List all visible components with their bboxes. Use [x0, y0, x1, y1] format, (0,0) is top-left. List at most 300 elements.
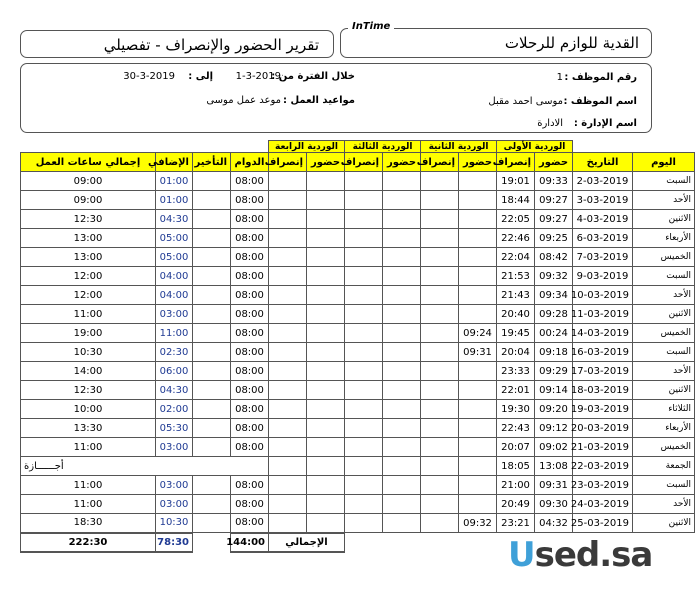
- cell-in-3: [383, 343, 421, 362]
- cell-late: [193, 438, 231, 457]
- cell-total: 13:00: [21, 229, 156, 248]
- cell-out-2: [421, 210, 459, 229]
- cell-out-4: [269, 286, 307, 305]
- cell-out-4: [269, 362, 307, 381]
- cell-out-1: 21:43: [497, 286, 535, 305]
- cell-in-1: 09:20: [535, 400, 573, 419]
- cell-out-3: [345, 286, 383, 305]
- cell-in-4: [307, 438, 345, 457]
- cell-total: 09:00: [21, 172, 156, 191]
- cell-extra: 03:00: [156, 305, 193, 324]
- col-duty: الدوام: [231, 153, 269, 172]
- cell-total: 11:00: [21, 305, 156, 324]
- cell-date: 20-03-2019: [573, 419, 633, 438]
- cell-duty: 08:00: [231, 514, 269, 533]
- cell-duty: 08:00: [231, 495, 269, 514]
- table-row: [21, 324, 695, 343]
- table-row: [21, 514, 695, 533]
- cell-total: 12:00: [21, 286, 156, 305]
- cell-day: الخميس: [633, 324, 695, 343]
- cell-extra: 04:30: [156, 210, 193, 229]
- cell-late: [193, 267, 231, 286]
- cell-out-3: [345, 248, 383, 267]
- cell-duty: 08:00: [231, 400, 269, 419]
- cell-extra: 04:00: [156, 286, 193, 305]
- cell-out-2: [421, 400, 459, 419]
- cell-extra: 01:00: [156, 191, 193, 210]
- cell-in-3: [383, 210, 421, 229]
- cell-out-2: [421, 381, 459, 400]
- cell-out-3: [345, 476, 383, 495]
- shift-1-header: الوردية الأولى: [497, 141, 573, 153]
- cell-in-2: [459, 400, 497, 419]
- cell-out-1: 18:44: [497, 191, 535, 210]
- totals-hours: 222:30: [21, 533, 156, 552]
- cell-out-1: 18:05: [497, 457, 535, 476]
- col-extra: الإضافي: [156, 153, 193, 172]
- column-header-row: [21, 153, 695, 172]
- cell-in-4: [307, 229, 345, 248]
- cell-total: 11:00: [21, 495, 156, 514]
- cell-late: [193, 381, 231, 400]
- col-total: إجمالي ساعات العمل: [21, 153, 156, 172]
- cell-out-1: 22:01: [497, 381, 535, 400]
- table-row: [21, 305, 695, 324]
- cell-total: 09:00: [21, 191, 156, 210]
- cell-in-3: [383, 305, 421, 324]
- cell-out-4: [269, 514, 307, 533]
- cell-day: الأربعاء: [633, 229, 695, 248]
- cell-out-4: [269, 419, 307, 438]
- table-row: [21, 381, 695, 400]
- cell-in-4: [307, 267, 345, 286]
- cell-extra: 06:00: [156, 362, 193, 381]
- period-to-value: 30-3-2019: [123, 71, 175, 82]
- cell-in-3: [383, 419, 421, 438]
- cell-late: [193, 343, 231, 362]
- cell-out-3: [345, 495, 383, 514]
- cell-date: 11-03-2019: [573, 305, 633, 324]
- cell-out-3: [345, 191, 383, 210]
- watermark-logo: [470, 535, 660, 585]
- table-row: [21, 495, 695, 514]
- cell-day: الاثنين: [633, 381, 695, 400]
- cell-in-2: [459, 381, 497, 400]
- cell-in-1: 09:12: [535, 419, 573, 438]
- cell-duty: 08:00: [231, 248, 269, 267]
- cell-late: [193, 305, 231, 324]
- cell-in-4: [307, 286, 345, 305]
- cell-late: [193, 248, 231, 267]
- cell-total: 18:30: [21, 514, 156, 533]
- cell-in-2: [459, 286, 497, 305]
- cell-out-3: [345, 343, 383, 362]
- cell-in-2: [459, 419, 497, 438]
- cell-date: 23-03-2019: [573, 476, 633, 495]
- table-row: [21, 267, 695, 286]
- cell-out-1: 20:04: [497, 343, 535, 362]
- cell-total: 19:00: [21, 324, 156, 343]
- period-from-label: خلال الفترة من :: [271, 71, 355, 82]
- cell-out-1: 19:45: [497, 324, 535, 343]
- cell-late: [193, 210, 231, 229]
- cell-duty: 08:00: [231, 476, 269, 495]
- cell-late: [193, 229, 231, 248]
- cell-in-4: [307, 305, 345, 324]
- cell-in-2: [459, 438, 497, 457]
- cell-day: الخميس: [633, 248, 695, 267]
- cell-out-4: [269, 172, 307, 191]
- cell-in-3: [383, 381, 421, 400]
- cell-duty: 08:00: [231, 267, 269, 286]
- totals-duty: 144:00: [231, 533, 269, 552]
- cell-duty: 08:00: [231, 381, 269, 400]
- table-row: [21, 419, 695, 438]
- cell-in-1: 09:18: [535, 343, 573, 362]
- attendance-table: [20, 140, 695, 553]
- cell-in-4: [307, 495, 345, 514]
- cell-extra: 05:30: [156, 419, 193, 438]
- schedule-value: موعد عمل موسى: [206, 95, 281, 106]
- cell-total: 13:30: [21, 419, 156, 438]
- table-row: [21, 362, 695, 381]
- cell-out-3: [345, 362, 383, 381]
- cell-in-1: 09:25: [535, 229, 573, 248]
- cell-date: 18-03-2019: [573, 381, 633, 400]
- cell-in-3: [383, 286, 421, 305]
- cell-out-3: [345, 457, 383, 476]
- col-out-2: إنصراف: [421, 153, 459, 172]
- cell-late: [193, 495, 231, 514]
- table-row: [21, 343, 695, 362]
- cell-day: الأحد: [633, 362, 695, 381]
- cell-date: 25-03-2019: [573, 514, 633, 533]
- cell-in-3: [383, 438, 421, 457]
- cell-out-4: [269, 229, 307, 248]
- emp-name-value: موسى احمد مقبل: [488, 96, 563, 107]
- employee-info-box: [20, 63, 652, 133]
- dept-label: اسم الإدارة :: [573, 118, 637, 129]
- cell-out-2: [421, 362, 459, 381]
- cell-extra: 10:30: [156, 514, 193, 533]
- cell-extra: 04:00: [156, 267, 193, 286]
- totals-extra: 78:30: [156, 533, 193, 552]
- cell-in-3: [383, 248, 421, 267]
- cell-late: [193, 514, 231, 533]
- cell-in-4: [307, 343, 345, 362]
- cell-in-4: [307, 476, 345, 495]
- cell-out-2: [421, 457, 459, 476]
- cell-date: 4-03-2019: [573, 210, 633, 229]
- cell-out-2: [421, 229, 459, 248]
- cell-in-3: [383, 400, 421, 419]
- col-date: التاريخ: [573, 153, 633, 172]
- cell-out-4: [269, 210, 307, 229]
- cell-out-1: 23:33: [497, 362, 535, 381]
- cell-day: السبت: [633, 172, 695, 191]
- cell-out-1: 21:00: [497, 476, 535, 495]
- cell-duty: 08:00: [231, 191, 269, 210]
- cell-out-1: 20:40: [497, 305, 535, 324]
- cell-in-1: 00:24: [535, 324, 573, 343]
- table-row: [21, 400, 695, 419]
- cell-date: 22-03-2019: [573, 457, 633, 476]
- table-row: [21, 476, 695, 495]
- cell-out-1: 19:01: [497, 172, 535, 191]
- cell-out-2: [421, 191, 459, 210]
- table-row: [21, 248, 695, 267]
- cell-total: 14:00: [21, 362, 156, 381]
- cell-late: [193, 362, 231, 381]
- cell-late: [193, 324, 231, 343]
- cell-date: 7-03-2019: [573, 248, 633, 267]
- cell-out-3: [345, 172, 383, 191]
- cell-duty: 08:00: [231, 172, 269, 191]
- cell-duty: 08:00: [231, 286, 269, 305]
- cell-in-2: [459, 191, 497, 210]
- cell-total: 11:00: [21, 476, 156, 495]
- cell-in-3: [383, 229, 421, 248]
- cell-day: الاثنين: [633, 514, 695, 533]
- table-row: [21, 286, 695, 305]
- cell-date: 10-03-2019: [573, 286, 633, 305]
- cell-in-2: [459, 267, 497, 286]
- emp-no-value: 1: [556, 72, 563, 83]
- cell-date: 6-03-2019: [573, 229, 633, 248]
- cell-in-2: [459, 229, 497, 248]
- company-name: القدية للوازم للرحلات: [504, 34, 639, 52]
- cell-out-2: [421, 495, 459, 514]
- cell-out-2: [421, 419, 459, 438]
- cell-in-2: [459, 362, 497, 381]
- cell-out-2: [421, 248, 459, 267]
- cell-duty: 08:00: [231, 305, 269, 324]
- cell-in-4: [307, 172, 345, 191]
- cell-out-2: [421, 305, 459, 324]
- cell-out-4: [269, 438, 307, 457]
- cell-date: 14-03-2019: [573, 324, 633, 343]
- cell-out-4: [269, 305, 307, 324]
- cell-out-4: [269, 381, 307, 400]
- cell-total: 12:00: [21, 267, 156, 286]
- cell-day: السبت: [633, 267, 695, 286]
- cell-out-1: 21:53: [497, 267, 535, 286]
- col-in-3: حضور: [383, 153, 421, 172]
- cell-out-3: [345, 381, 383, 400]
- cell-in-4: [307, 191, 345, 210]
- cell-date: 2-03-2019: [573, 172, 633, 191]
- cell-out-3: [345, 438, 383, 457]
- col-in-2: حضور: [459, 153, 497, 172]
- cell-in-4: [307, 514, 345, 533]
- cell-extra: 05:00: [156, 229, 193, 248]
- cell-total: 11:00: [21, 438, 156, 457]
- cell-late: [193, 400, 231, 419]
- cell-out-3: [345, 400, 383, 419]
- cell-date: 17-03-2019: [573, 362, 633, 381]
- dept-value: الادارة: [537, 118, 563, 129]
- cell-out-3: [345, 514, 383, 533]
- cell-out-1: 20:49: [497, 495, 535, 514]
- report-title-box: [20, 30, 334, 58]
- cell-in-1: 09:28: [535, 305, 573, 324]
- cell-duty: 08:00: [231, 343, 269, 362]
- cell-total: 10:00: [21, 400, 156, 419]
- cell-duty: 08:00: [231, 210, 269, 229]
- table-row: [21, 438, 695, 457]
- watermark-text: Used.sa: [508, 535, 653, 575]
- cell-in-4: [307, 362, 345, 381]
- cell-out-1: 22:46: [497, 229, 535, 248]
- cell-in-1: 09:27: [535, 191, 573, 210]
- cell-in-3: [383, 457, 421, 476]
- cell-extra: 05:00: [156, 248, 193, 267]
- cell-late: [193, 419, 231, 438]
- cell-in-2: [459, 172, 497, 191]
- emp-no-label: رقم الموظف :: [564, 72, 637, 83]
- cell-late: [193, 191, 231, 210]
- cell-duty: 08:00: [231, 419, 269, 438]
- cell-date: 19-03-2019: [573, 400, 633, 419]
- cell-total: 10:30: [21, 343, 156, 362]
- cell-date: 24-03-2019: [573, 495, 633, 514]
- cell-in-2: [459, 495, 497, 514]
- cell-out-4: [269, 324, 307, 343]
- table-row: [21, 210, 695, 229]
- cell-out-4: [269, 191, 307, 210]
- cell-out-3: [345, 324, 383, 343]
- col-out-1: إنصراف: [497, 153, 535, 172]
- cell-day: السبت: [633, 343, 695, 362]
- cell-day: الأحد: [633, 191, 695, 210]
- cell-in-3: [383, 362, 421, 381]
- cell-total: 12:30: [21, 381, 156, 400]
- cell-date: 9-03-2019: [573, 267, 633, 286]
- cell-out-2: [421, 267, 459, 286]
- col-in-1: حضور: [535, 153, 573, 172]
- cell-out-3: [345, 419, 383, 438]
- col-day: اليوم: [633, 153, 695, 172]
- cell-total: 13:00: [21, 248, 156, 267]
- cell-in-1: 09:31: [535, 476, 573, 495]
- cell-extra: 11:00: [156, 324, 193, 343]
- cell-in-4: [307, 381, 345, 400]
- cell-in-3: [383, 476, 421, 495]
- cell-in-1: 09:33: [535, 172, 573, 191]
- cell-out-1: 22:04: [497, 248, 535, 267]
- cell-late: [193, 172, 231, 191]
- cell-out-4: [269, 248, 307, 267]
- cell-total: 12:30: [21, 210, 156, 229]
- cell-out-1: 20:07: [497, 438, 535, 457]
- cell-in-1: 08:42: [535, 248, 573, 267]
- cell-extra: 01:00: [156, 172, 193, 191]
- cell-in-2: 09:31: [459, 343, 497, 362]
- col-out-3: إنصراف: [345, 153, 383, 172]
- cell-in-1: 09:32: [535, 267, 573, 286]
- shift-3-header: الوردية الثالثة: [345, 141, 421, 153]
- shift-header-row: [21, 141, 695, 153]
- cell-in-2: 09:24: [459, 324, 497, 343]
- cell-in-4: [307, 457, 345, 476]
- cell-in-3: [383, 514, 421, 533]
- cell-duty: 08:00: [231, 362, 269, 381]
- shift-4-header: الوردية الرابعة: [269, 141, 345, 153]
- cell-out-1: 22:43: [497, 419, 535, 438]
- cell-in-1: 09:27: [535, 210, 573, 229]
- cell-in-3: [383, 191, 421, 210]
- cell-out-3: [345, 267, 383, 286]
- cell-out-3: [345, 210, 383, 229]
- table-row: [21, 229, 695, 248]
- col-late: التأخير: [193, 153, 231, 172]
- cell-day: الأحد: [633, 286, 695, 305]
- cell-extra: 02:30: [156, 343, 193, 362]
- cell-duty: 08:00: [231, 229, 269, 248]
- cell-day: الاثنين: [633, 210, 695, 229]
- cell-date: 16-03-2019: [573, 343, 633, 362]
- cell-absence-note: أجــــــازة: [21, 457, 269, 476]
- cell-out-4: [269, 457, 307, 476]
- period-from-value: 1-3-2019: [235, 71, 281, 82]
- totals-label: الإجمالي: [269, 533, 345, 552]
- cell-extra: 03:00: [156, 495, 193, 514]
- cell-out-2: [421, 476, 459, 495]
- cell-out-3: [345, 229, 383, 248]
- cell-out-4: [269, 495, 307, 514]
- cell-date: 3-03-2019: [573, 191, 633, 210]
- cell-in-3: [383, 172, 421, 191]
- cell-extra: 04:30: [156, 381, 193, 400]
- table-row: [21, 191, 695, 210]
- emp-name-label: اسم الموظف :: [563, 96, 637, 107]
- cell-in-1: 13:08: [535, 457, 573, 476]
- cell-out-2: [421, 286, 459, 305]
- cell-in-1: 09:34: [535, 286, 573, 305]
- cell-late: [193, 476, 231, 495]
- cell-out-2: [421, 172, 459, 191]
- cell-extra: 02:00: [156, 400, 193, 419]
- cell-out-4: [269, 400, 307, 419]
- cell-out-4: [269, 343, 307, 362]
- cell-in-4: [307, 400, 345, 419]
- cell-out-1: 23:21: [497, 514, 535, 533]
- table-row: [21, 457, 695, 476]
- cell-in-2: [459, 210, 497, 229]
- cell-in-1: 04:32: [535, 514, 573, 533]
- cell-day: الخميس: [633, 438, 695, 457]
- cell-day: الثلاثاء: [633, 400, 695, 419]
- cell-extra: 03:00: [156, 476, 193, 495]
- attendance-rows: [21, 172, 695, 533]
- cell-in-3: [383, 324, 421, 343]
- cell-out-2: [421, 438, 459, 457]
- cell-in-3: [383, 495, 421, 514]
- cell-in-2: [459, 457, 497, 476]
- cell-day: الأربعاء: [633, 419, 695, 438]
- cell-in-1: 09:29: [535, 362, 573, 381]
- cell-out-2: [421, 343, 459, 362]
- cell-in-1: 09:02: [535, 438, 573, 457]
- cell-in-1: 09:30: [535, 495, 573, 514]
- cell-out-2: [421, 514, 459, 533]
- cell-date: 21-03-2019: [573, 438, 633, 457]
- cell-in-4: [307, 419, 345, 438]
- cell-in-3: [383, 267, 421, 286]
- schedule-label: مواعيد العمل :: [283, 95, 355, 106]
- cell-extra: 03:00: [156, 438, 193, 457]
- col-in-4: حضور: [307, 153, 345, 172]
